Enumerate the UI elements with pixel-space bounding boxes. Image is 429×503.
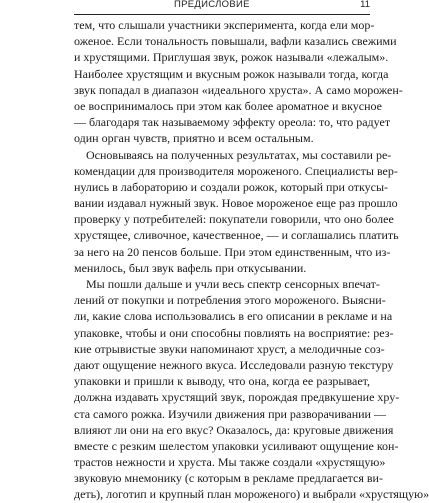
text-line: ое воспринималось при этом как более ароматное и вкусное xyxy=(74,98,382,113)
text-line: вместе с резким шелестом упаковки усиливают ощущение кон- xyxy=(74,438,399,453)
text-line: — благодаря так называемому эффекту ореола: то, что радует xyxy=(74,115,391,130)
text-line: упаковке, чтобы и они способны повлиять на восприятие: рез- xyxy=(74,325,394,340)
text-line: дают ощущение нежного вкуса. Исследовали разную текстуру xyxy=(74,357,394,372)
text-line: Основываясь на полученных результатах, мы составили ре- xyxy=(86,147,392,162)
text-line: влияют ли они на его вкус? Оказалось, да: круговые движения xyxy=(74,422,394,437)
text-line: деть), логотип и крупный план мороженого) и выбрали «хрустящую» xyxy=(74,487,429,502)
text-line: комендации для производителя мороженого. Специалисты вер- xyxy=(74,163,398,178)
text-line: нулись в лабораторию и создали рожок, который при откусы- xyxy=(74,179,389,194)
text-line: тем, что слышали участники эксперимента, когда ели мор- xyxy=(74,18,375,32)
text-line: должна издавать хрустящий звук, порождая предвкушение хру- xyxy=(74,390,400,405)
text-line: хрустящее, сливочное, качественное, — и соглашались платить xyxy=(74,228,399,243)
text-line: за него на 20 пенсов больше. При этом единственным, что из- xyxy=(74,244,391,259)
text-line: трастов нежности и хруста. Мы также создали «хрустящую» xyxy=(74,455,386,470)
running-title: ПРЕДИСЛОВИЕ xyxy=(174,0,250,10)
paragraph xyxy=(74,147,399,277)
text-line: звук попадал в диапазон «идеального хруста». А само морожен- xyxy=(74,82,403,97)
text-line: менилось, был звук вафель при откусывании. xyxy=(74,260,307,275)
text-line: проверку у потребителей: покупатели говорили, что оно более xyxy=(74,212,394,227)
text-line: ста самого рожка. Изучили движения при разворачивании — xyxy=(74,406,386,421)
text-line: Наиболее хрустящим и вкусным рожок называли тогда, когда xyxy=(74,66,389,81)
page-number: 11 xyxy=(360,0,370,10)
text-line: ли, какие слова использовались в его описании в рекламе и на xyxy=(74,309,393,324)
text-line: вании издавал нужный звук. Новое мороженое еще раз прошло xyxy=(74,196,398,211)
text-line: Мы пошли дальше и учли весь спектр сенсорных впечат- xyxy=(86,277,380,291)
text-line: и хрустящими. Приглушая звук, рожок называли «лежалым». xyxy=(74,50,389,65)
paragraph xyxy=(74,276,429,503)
running-head xyxy=(74,0,370,15)
text-line: кие отрывистые звуки напоминают хруст, а мелодичные соз- xyxy=(74,341,385,356)
text-line: один орган чувств, приятно и всем остальным. xyxy=(74,131,314,146)
body-text xyxy=(74,17,429,503)
text-line: звуковую мнемонику (с которым в рекламе предлагается ви- xyxy=(74,471,383,486)
text-line: лений от покупки и потребления этого мороженого. Выясни- xyxy=(74,293,386,308)
paragraph xyxy=(74,17,403,147)
text-line: упаковки и пришли к выводу, что она, когда ее разрывает, xyxy=(74,374,370,389)
text-line: оженое. Если тональность повышали, вафли казались свежими xyxy=(74,34,397,49)
